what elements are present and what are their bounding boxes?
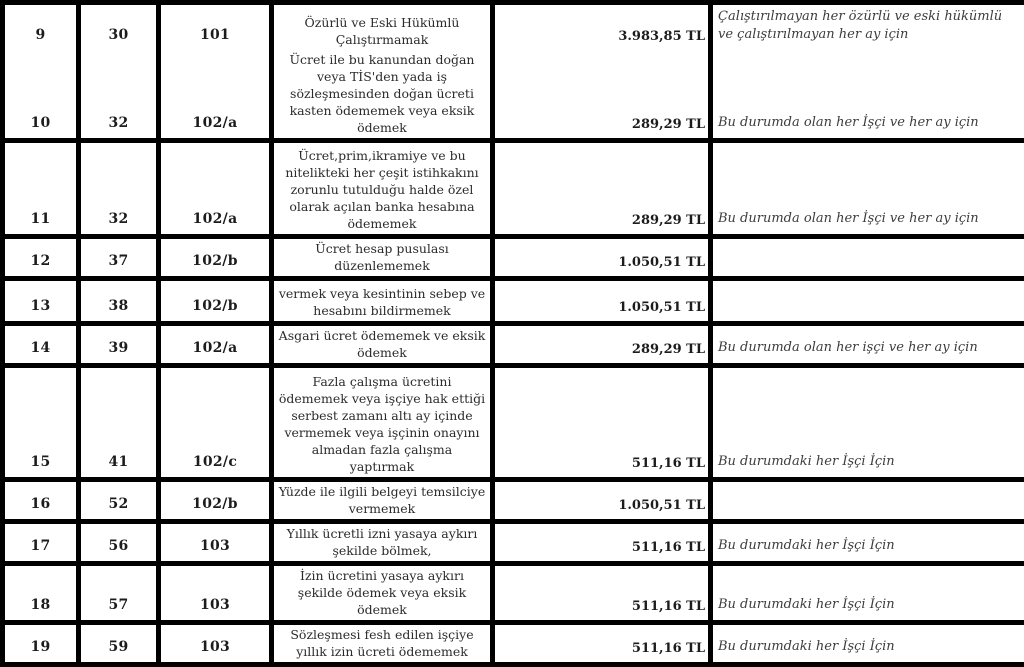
- cell-ceza-maddesi: 103: [159, 521, 272, 563]
- fines-table-body: [3, 3, 1024, 665]
- cell-madde: 37: [79, 236, 159, 278]
- cell-aciklama: Ücret ile bu kanundan doğan veya TİS'den yada iş sözleşmesinden doğan ücreti kasten ödememek veya eksik ödemek: [272, 50, 493, 141]
- cell-ceza-miktari: 1.050,51 TL: [493, 479, 711, 521]
- cell-ceza-maddesi: 102/c: [159, 365, 272, 479]
- cell-ceza-miktari: 289,29 TL: [493, 140, 711, 236]
- table-row: [3, 236, 1024, 278]
- cell-row-number: 9: [3, 3, 79, 50]
- cell-ceza-miktari: 511,16 TL: [493, 365, 711, 479]
- cell-aciklama: Asgari ücret ödememek ve eksik ödemek: [272, 323, 493, 365]
- table-row: [3, 563, 1024, 622]
- cell-row-number: 18: [3, 563, 79, 622]
- cell-row-number: 10: [3, 50, 79, 141]
- cell-ceza-miktari: 511,16 TL: [493, 521, 711, 563]
- cell-aciklama-notu: Bu durumda olan her İşçi ve her ay için: [711, 50, 1024, 141]
- table-row: [3, 50, 1024, 141]
- table-row: [3, 521, 1024, 563]
- cell-aciklama-notu: Bu durumdaki her İşçi İçin: [711, 563, 1024, 622]
- cell-ceza-miktari: 511,16 TL: [493, 563, 711, 622]
- cell-madde: 32: [79, 50, 159, 141]
- table-row: [3, 3, 1024, 50]
- cell-aciklama-notu: [711, 278, 1024, 323]
- cell-ceza-miktari: 1.050,51 TL: [493, 278, 711, 323]
- cell-row-number: 14: [3, 323, 79, 365]
- cell-madde: 56: [79, 521, 159, 563]
- cell-row-number: 15: [3, 365, 79, 479]
- cell-aciklama: Yüzde ile ilgili belgeyi temsilciye vermemek: [272, 479, 493, 521]
- table-row: [3, 622, 1024, 664]
- table-row: [3, 278, 1024, 323]
- cell-madde: 38: [79, 278, 159, 323]
- cell-ceza-maddesi: 102/b: [159, 479, 272, 521]
- cell-madde: 52: [79, 479, 159, 521]
- cell-ceza-maddesi: 102/b: [159, 278, 272, 323]
- cell-ceza-maddesi: 102/b: [159, 236, 272, 278]
- cell-aciklama-notu: Bu durumdaki her İşçi İçin: [711, 521, 1024, 563]
- cell-ceza-maddesi: 102/a: [159, 140, 272, 236]
- table-row: [3, 479, 1024, 521]
- cell-ceza-miktari: 511,16 TL: [493, 622, 711, 664]
- cell-row-number: 11: [3, 140, 79, 236]
- cell-row-number: 16: [3, 479, 79, 521]
- cell-row-number: 19: [3, 622, 79, 664]
- cell-row-number: 13: [3, 278, 79, 323]
- cell-ceza-miktari: 3.983,85 TL: [493, 3, 711, 50]
- cell-ceza-maddesi: 103: [159, 563, 272, 622]
- cell-row-number: 17: [3, 521, 79, 563]
- cell-aciklama-notu: [711, 479, 1024, 521]
- cell-madde: 57: [79, 563, 159, 622]
- cell-ceza-miktari: 1.050,51 TL: [493, 236, 711, 278]
- cell-aciklama: Sözleşmesi fesh edilen işçiye yıllık izin ücreti ödememek: [272, 622, 493, 664]
- cell-aciklama: Ücret,prim,ikramiye ve bu nitelikteki her çeşit istihkakını zorunlu tutulduğu halde özel olarak açılan banka hesabına ödememek: [272, 140, 493, 236]
- cell-ceza-miktari: 289,29 TL: [493, 323, 711, 365]
- cell-ceza-maddesi: 101: [159, 3, 272, 50]
- cell-madde: 59: [79, 622, 159, 664]
- cell-aciklama-notu: Bu durumdaki her İşçi İçin: [711, 622, 1024, 664]
- cell-aciklama: Yıllık ücretli izni yasaya aykırı şekilde bölmek,: [272, 521, 493, 563]
- cell-ceza-miktari: 289,29 TL: [493, 50, 711, 141]
- cell-ceza-maddesi: 103: [159, 622, 272, 664]
- table-row: [3, 365, 1024, 479]
- cell-aciklama-notu: Bu durumdaki her İşçi İçin: [711, 365, 1024, 479]
- cell-aciklama: Fazla çalışma ücretini ödememek veya işçiye hak ettiği serbest zamanı altı ay içinde vermemek veya işçinin onayını almadan fazla çalışma yaptırmak: [272, 365, 493, 479]
- cell-aciklama-notu: Çalıştırılmayan her özürlü ve eski hükümlü ve çalıştırılmayan her ay için: [711, 3, 1024, 50]
- cell-aciklama-notu: Bu durumda olan her işçi ve her ay için: [711, 323, 1024, 365]
- cell-ceza-maddesi: 102/a: [159, 323, 272, 365]
- cell-aciklama-notu: Bu durumda olan her İşçi ve her ay için: [711, 140, 1024, 236]
- cell-aciklama-notu: [711, 236, 1024, 278]
- cell-madde: 30: [79, 3, 159, 50]
- cell-madde: 41: [79, 365, 159, 479]
- cell-aciklama: İzin ücretini yasaya aykırı şekilde ödemek veya eksik ödemek: [272, 563, 493, 622]
- cell-aciklama: Ücret hesap pusulası düzenlememek: [272, 236, 493, 278]
- table-row: [3, 140, 1024, 236]
- cell-madde: 32: [79, 140, 159, 236]
- cell-aciklama: vermek veya kesintinin sebep ve hesabını bildirmemek: [272, 278, 493, 323]
- cell-row-number: 12: [3, 236, 79, 278]
- cell-ceza-maddesi: 102/a: [159, 50, 272, 141]
- table-row: [3, 323, 1024, 365]
- cell-aciklama: Özürlü ve Eski Hükümlü Çalıştırmamak: [272, 3, 493, 50]
- cell-madde: 39: [79, 323, 159, 365]
